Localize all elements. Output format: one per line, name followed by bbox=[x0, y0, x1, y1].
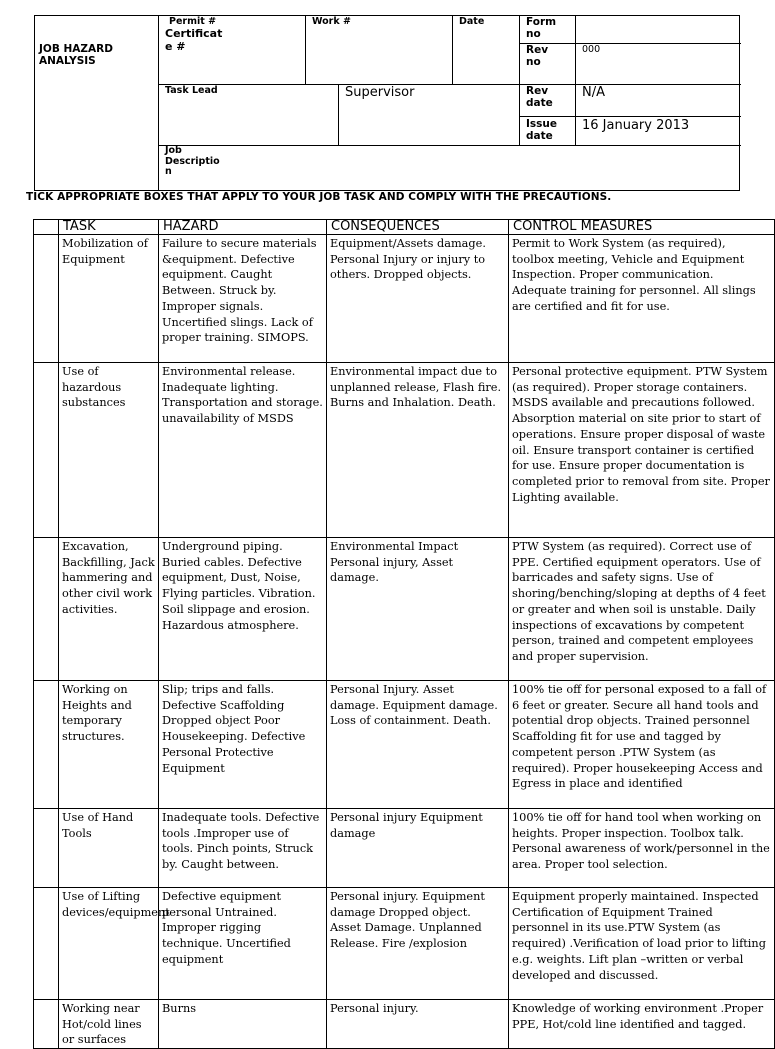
form-no-label-line1: Form bbox=[526, 16, 557, 28]
rev-no-label-line2: no bbox=[526, 56, 541, 68]
issue-date-label-line2: date bbox=[526, 130, 553, 142]
hazard-cell: Burns bbox=[159, 1000, 327, 1049]
supervisor-label: Supervisor bbox=[345, 85, 415, 100]
controls-cell: Permit to Work System (as required), toolbox meeting, Vehicle and Equipment Inspection. Proper communication. Adequate training for personnel. All slings are certified and fit for use. bbox=[509, 235, 775, 363]
controls-cell: Knowledge of working environment .Proper PPE, Hot/cold line identified and tagged. bbox=[509, 1000, 775, 1049]
control-measures-column-header: CONTROL MEASURES bbox=[509, 220, 775, 235]
permit-cell[interactable] bbox=[158, 16, 305, 84]
controls-cell: 100% tie off for hand tool when working on heights. Proper inspection. Toolbox talk. Personal awareness of work/personnel in the area. Proper tool selection. bbox=[509, 809, 775, 888]
job-description-label-line1: Job bbox=[165, 145, 182, 156]
issue-date-label-line1: Issue bbox=[526, 118, 558, 130]
rev-no-label-cell bbox=[519, 43, 575, 84]
certificate-label bbox=[165, 27, 222, 53]
task-cell: Use of Lifting devices/equipment bbox=[59, 888, 159, 1000]
hazard-cell: Slip; trips and falls. Defective Scaffolding Dropped object Poor Housekeeping. Defective Personal Protective Equipment bbox=[159, 681, 327, 809]
hazard-cell: Defective equipment personal Untrained. Improper rigging technique. Uncertified equipment bbox=[159, 888, 327, 1000]
table-row bbox=[34, 1000, 775, 1049]
work-number-cell[interactable] bbox=[305, 16, 452, 84]
consequences-cell: Personal injury. bbox=[327, 1000, 509, 1049]
issue-date-value-cell[interactable] bbox=[575, 116, 741, 145]
form-title-line2: ANALYSIS bbox=[39, 55, 96, 67]
job-description-cell[interactable] bbox=[158, 145, 741, 191]
issue-date-label bbox=[526, 118, 557, 142]
task-cell: Working on Heights and temporary structures. bbox=[59, 681, 159, 809]
rev-no-value: 000 bbox=[582, 44, 601, 55]
consequences-column-header: CONSEQUENCES bbox=[327, 220, 509, 235]
controls-cell: Personal protective equipment. PTW System (as required). Proper storage containers. MSDS available and precautions followed. Absorption material on site prior to start of operations. Ensure proper disposal of waste oil. Ensure transport container is certified for use. Ensure proper documentation is completed prior to removal from site. Proper Lighting available. bbox=[509, 363, 775, 538]
controls-cell: PTW System (as required). Correct use of PPE. Certified equipment operators. Use of barricades and safety signs. Use of shoring/benching/sloping at depths of 4 feet or greater and when soil is unstable. Daily inspections of excavations by competent person, trained and competent employees and proper supervision. bbox=[509, 538, 775, 681]
hazard-column-header: HAZARD bbox=[159, 220, 327, 235]
task-cell: Mobilization of Equipment bbox=[59, 235, 159, 363]
hazard-cell: Environmental release. Inadequate lighting. Transportation and storage. unavailability of MSDS bbox=[159, 363, 327, 538]
consequences-cell: Equipment/Assets damage. Personal Injury or injury to others. Dropped objects. bbox=[327, 235, 509, 363]
task-cell: Use of Hand Tools bbox=[59, 809, 159, 888]
supervisor-cell[interactable] bbox=[338, 84, 519, 145]
task-cell: Excavation, Backfilling, Jack hammering and other civil work activities. bbox=[59, 538, 159, 681]
form-no-label bbox=[526, 16, 556, 40]
task-cell: Working near Hot/cold lines or surfaces bbox=[59, 1000, 159, 1049]
tick-box[interactable] bbox=[34, 681, 59, 809]
form-no-label-cell bbox=[519, 16, 575, 43]
tick-box[interactable] bbox=[34, 888, 59, 1000]
table-header-row bbox=[34, 220, 775, 235]
table-row bbox=[34, 363, 775, 538]
table-row bbox=[34, 538, 775, 681]
consequences-cell: Personal injury Equipment damage bbox=[327, 809, 509, 888]
tick-box[interactable] bbox=[34, 363, 59, 538]
instruction-text: TICK APPROPRIATE BOXES THAT APPLY TO YOUR JOB TASK AND COMPLY WITH THE PRECAUTIONS. bbox=[26, 191, 612, 203]
form-title-line1: JOB HAZARD bbox=[39, 43, 113, 55]
tick-box[interactable] bbox=[34, 235, 59, 363]
hazard-table bbox=[33, 219, 775, 1049]
issue-date-value: 16 January 2013 bbox=[582, 118, 690, 133]
job-description-label bbox=[165, 146, 220, 178]
rev-date-label bbox=[526, 85, 553, 109]
task-cell: Use of hazardous substances bbox=[59, 363, 159, 538]
rev-date-value-cell[interactable] bbox=[575, 84, 741, 116]
hazard-cell: Inadequate tools. Defective tools .Improper use of tools. Pinch points, Struck by. Caught between. bbox=[159, 809, 327, 888]
tick-box[interactable] bbox=[34, 1000, 59, 1049]
certificate-label-line1: Certificat bbox=[165, 27, 223, 40]
table-row bbox=[34, 888, 775, 1000]
header-form bbox=[34, 15, 740, 191]
form-no-value-cell[interactable] bbox=[575, 16, 741, 43]
rev-no-label-line1: Rev bbox=[526, 44, 549, 56]
rev-date-value: N/A bbox=[582, 85, 605, 100]
hazard-cell: Failure to secure materials &equipment. Defective equipment. Caught Between. Struck by. Improper signals. Uncertified slings. Lack of proper training. SIMOPS. bbox=[159, 235, 327, 363]
certificate-label-line2: e # bbox=[165, 40, 186, 53]
hazard-cell: Underground piping. Buried cables. Defective equipment, Dust, Noise, Flying particles. Vibration. Soil slippage and erosion. Hazardous atmosphere. bbox=[159, 538, 327, 681]
controls-cell: Equipment properly maintained. Inspected Certification of Equipment Trained personnel in its use.PTW System (as required) .Verification of load prior to lifting e.g. weights. Lift plan –written or verbal developed and discussed. bbox=[509, 888, 775, 1000]
table-row bbox=[34, 235, 775, 363]
rev-date-label-line2: date bbox=[526, 97, 553, 109]
rev-date-label-line1: Rev bbox=[526, 85, 549, 97]
rev-no-value-cell[interactable] bbox=[575, 43, 741, 84]
form-no-label-line2: no bbox=[526, 28, 541, 40]
consequences-cell: Personal injury. Equipment damage Dropped object. Asset Damage. Unplanned Release. Fire /explosion bbox=[327, 888, 509, 1000]
table-row bbox=[34, 809, 775, 888]
issue-date-label-cell bbox=[519, 116, 575, 145]
job-description-label-line3: n bbox=[165, 166, 172, 177]
tick-column-header bbox=[34, 220, 59, 235]
controls-cell: 100% tie off for personal exposed to a fall of 6 feet or greater. Secure all hand tools and potential drop objects. Trained personnel Scaffolding fit for use and tagged by competent person .PTW System (as required). Proper housekeeping Access and Egress in place and identified bbox=[509, 681, 775, 809]
consequences-cell: Environmental Impact Personal injury, Asset damage. bbox=[327, 538, 509, 681]
work-number-label: Work # bbox=[312, 16, 351, 27]
permit-label: Permit # bbox=[169, 16, 217, 27]
job-description-label-line2: Descriptio bbox=[165, 155, 220, 167]
task-column-header: TASK bbox=[59, 220, 159, 235]
date-label: Date bbox=[459, 16, 485, 27]
rev-no-label bbox=[526, 44, 548, 68]
date-cell[interactable] bbox=[452, 16, 519, 84]
consequences-cell: Environmental impact due to unplanned release, Flash fire. Burns and Inhalation. Death. bbox=[327, 363, 509, 538]
tick-box[interactable] bbox=[34, 809, 59, 888]
consequences-cell: Personal Injury. Asset damage. Equipment damage. Loss of containment. Death. bbox=[327, 681, 509, 809]
task-lead-label: Task Lead bbox=[165, 85, 218, 96]
tick-box[interactable] bbox=[34, 538, 59, 681]
rev-date-label-cell bbox=[519, 84, 575, 116]
table-row bbox=[34, 681, 775, 809]
form-title bbox=[39, 43, 113, 67]
task-lead-cell[interactable] bbox=[158, 84, 338, 145]
